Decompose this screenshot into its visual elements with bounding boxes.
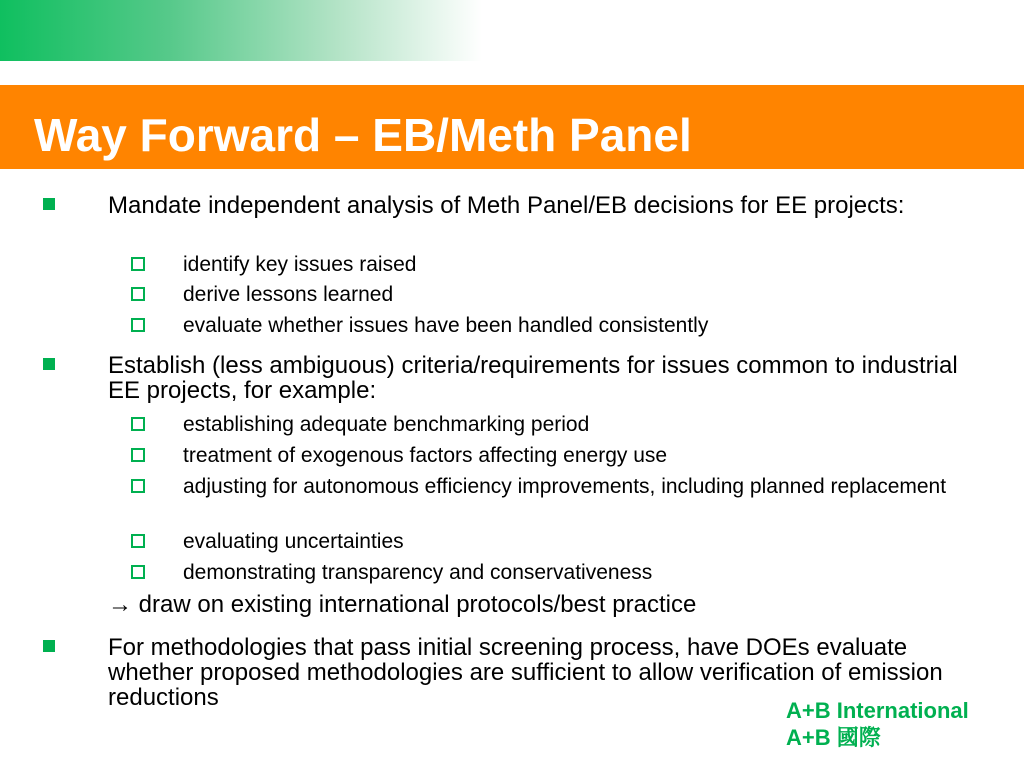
square-bullet-icon	[43, 640, 55, 652]
hollow-square-bullet-icon	[131, 318, 145, 332]
hollow-square-bullet-icon	[131, 448, 145, 462]
hollow-square-bullet-icon	[131, 479, 145, 493]
sub-bullet-text: adjusting for autonomous efficiency improvements, including planned replacement	[183, 475, 947, 498]
bullet-text: For methodologies that pass initial screening process, have DOEs evaluate whether proposed methodologies are sufficient to allow verification of emission reductions	[108, 634, 943, 711]
slide-title: Way Forward – EB/Meth Panel	[34, 109, 692, 161]
sub-bullet-text: evaluate whether issues have been handled consistently	[183, 314, 709, 337]
hollow-square-bullet-icon	[131, 257, 145, 271]
sub-bullet-text: evaluating uncertainties	[183, 530, 404, 553]
arrow-note-text: → draw on existing international protocols/best practice	[108, 591, 697, 618]
sub-bullet-text: identify key issues raised	[183, 253, 417, 276]
sub-bullet-text: establishing adequate benchmarking period	[183, 413, 590, 436]
square-bullet-icon	[43, 198, 55, 210]
header-gradient-band	[0, 0, 482, 61]
square-bullet-icon	[43, 358, 55, 370]
hollow-square-bullet-icon	[131, 565, 145, 579]
bullet-text: Establish (less ambiguous) criteria/requirements for issues common to industrial EE projects, for example:	[108, 352, 958, 404]
hollow-square-bullet-icon	[131, 534, 145, 548]
hollow-square-bullet-icon	[131, 417, 145, 431]
sub-bullet-text: demonstrating transparency and conservativeness	[183, 561, 653, 584]
company-logo-line1: A+B International	[786, 698, 969, 723]
bullet-text: Mandate independent analysis of Meth Panel/EB decisions for EE projects:	[108, 192, 905, 219]
hollow-square-bullet-icon	[131, 287, 145, 301]
sub-bullet-text: derive lessons learned	[183, 283, 394, 306]
company-logo-line2: A+B 國際	[786, 725, 881, 750]
sub-bullet-text: treatment of exogenous factors affecting energy use	[183, 444, 668, 467]
